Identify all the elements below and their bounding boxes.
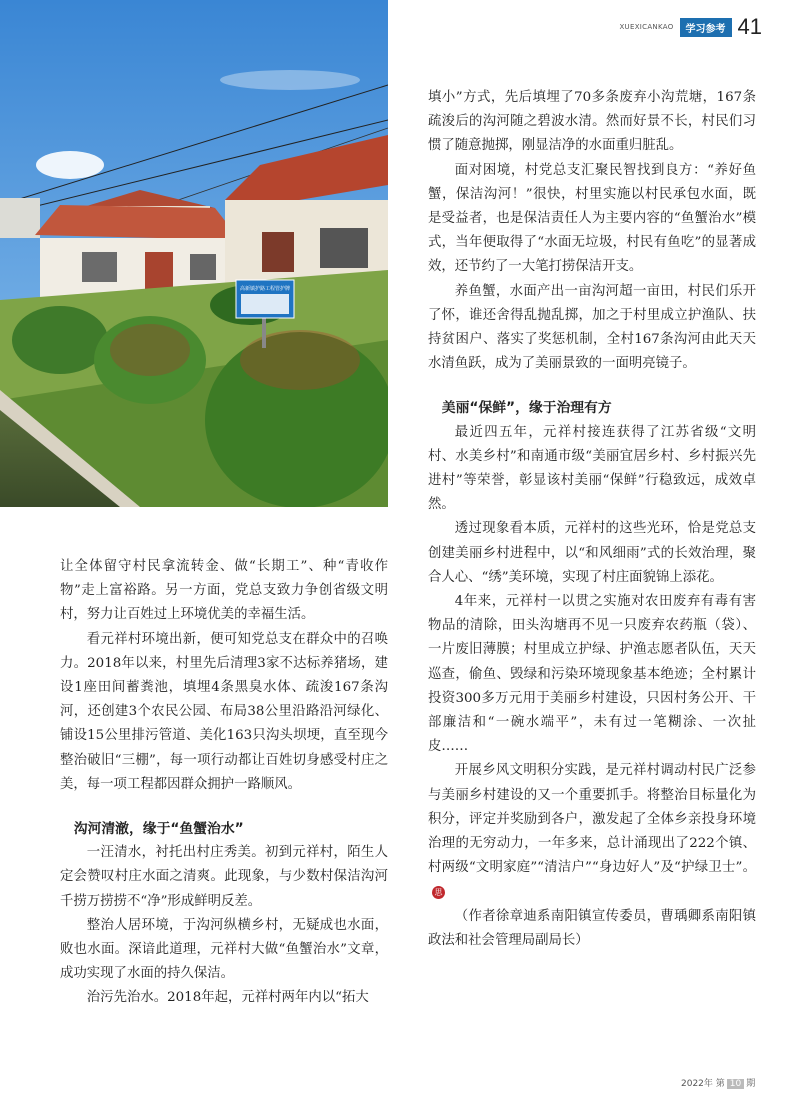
paragraph: 最近四五年，元祥村接连获得了江苏省级“文明村、水美乡村”和南通市级“美丽宜居乡村、乡村振兴先进村”等荣誉，彰显该村美丽“保鲜”行稳致远，成效卓然。	[428, 424, 756, 513]
left-column	[60, 555, 388, 1011]
paragraph: 让全体留守村民拿流转金、做“长期工”、种“青收作物”走上富裕路。另一方面，党总支致力争创省级文明村，努力让百姓过上环境优美的幸福生活。	[60, 559, 388, 623]
paragraph: 看元祥村环境出新，便可知党总支在群众中的召唤力。2018年以来，村里先后清理3家不达标养猪场，建设1座田间蓄粪池，填埋4条黑臭水体、疏浚167条沟河，还创建3个农民公园、布局38公里沿路沿河绿化、铺设15公里排污管道、美化163只沟头坝埂，直至现今整治破旧“三棚”，每一项行动都让百姓切身感受村庄之美，每一项工程都因群众拥护一路顺风。	[60, 631, 388, 792]
paragraph-text: 开展乡风文明积分实践，是元祥村调动村民广泛参与美丽乡村建设的又一个重要抓手。将整治目标量化为积分，评定并奖励到各户，激发起了全体乡亲投身环境治理的无穷动力，一年多来，总计涌现出了222个镇、村两级“文明家庭”“清洁户”“身边好人”及“护绿卫士”。	[428, 763, 756, 876]
paragraph: 整治人居环境，于沟河纵横乡村，无疑成也水面，败也水面。深谙此道理，元祥村大做“鱼蟹治水”文章，成功实现了水面的持久保洁。	[60, 917, 388, 982]
paragraph: 透过现象看本质，元祥村的这些光环，恰是党总支创建美丽乡村进程中，以“和风细雨”式的长效治理，聚合人心、“绣”美环境，实现了村庄面貌锦上添花。	[428, 521, 756, 585]
paragraph: 4年来，元祥村一以贯之实施对农田废弃有毒有害物品的清除，田头沟塘再不见一只废弃农药瓶（袋）、一片废旧薄膜；村里成立护绿、护渔志愿者队伍，天天巡查，偷鱼、毁绿和污染环境现象基本绝迹；全村累计投资300多万元用于美丽乡村建设，只因村务公开、干部廉洁和“一碗水端平”，未有过一笔糊涂、一次扯皮……	[428, 594, 756, 755]
footer-issue-number: 10	[727, 1079, 744, 1089]
paragraph: 面对困境，村党总支汇聚民智找到良方：“养好鱼蟹，保洁沟河！”很快，村里实施以村民承包水面，既是受益者，也是保洁责任人为主要内容的“鱼蟹治水”模式，当年便取得了“水面无垃圾，村民有鱼吃”的显著成效，还节约了一大笔打捞保洁开支。	[428, 162, 756, 275]
section-heading: 沟河清澈，缘于“鱼蟹治水”	[73, 821, 244, 838]
paragraph-with-stamp	[428, 759, 756, 904]
page-footer	[681, 1076, 755, 1089]
right-column	[428, 86, 756, 953]
page-header	[619, 14, 762, 40]
paragraph: 一汪清水，衬托出村庄秀美。初到元祥村，陌生人定会赞叹村庄水面之清爽。此现象，与少数村保洁沟河千捞万捞捞不“净”形成鲜明反差。	[60, 845, 388, 909]
footer-qi: 期	[746, 1079, 756, 1089]
sign-title: 高新镇护路工程管护牌	[239, 286, 291, 292]
footer-year: 2022年	[681, 1079, 713, 1089]
paragraph: 治污先治水。2018年起，元祥村两年内以“拓大	[86, 990, 369, 1006]
footer-di: 第	[715, 1079, 725, 1089]
paragraph: 养鱼蟹，水面产出一亩沟河超一亩田，村民们乐开了怀，谁还舍得乱抛乱掷，加之于村里成立护渔队、扶持贫困户、落实了奖惩机制，全村167条沟河由此天天水清鱼跃，成为了美丽景致的一面明亮镜子。	[428, 283, 756, 372]
paragraph: 填小”方式，先后填埋了70多条废弃小沟荒塘，167条疏浚后的沟河随之碧波水清。然而好景不长，村民们习惯了随意抛掷，刚显洁净的水面重归脏乱。	[428, 90, 756, 154]
section-heading: 美丽“保鲜”，缘于治理有方	[441, 400, 612, 417]
village-photo	[0, 0, 388, 507]
page-number: 41	[737, 14, 762, 39]
header-tag: 学习参考	[680, 18, 732, 37]
header-pinyin: XUEXICANKAO	[619, 23, 674, 31]
end-stamp-icon: 思	[432, 886, 445, 899]
author-note: （作者徐章迪系南阳镇宣传委员，曹瑀卿系南阳镇政法和社会管理局副局长）	[428, 908, 756, 948]
